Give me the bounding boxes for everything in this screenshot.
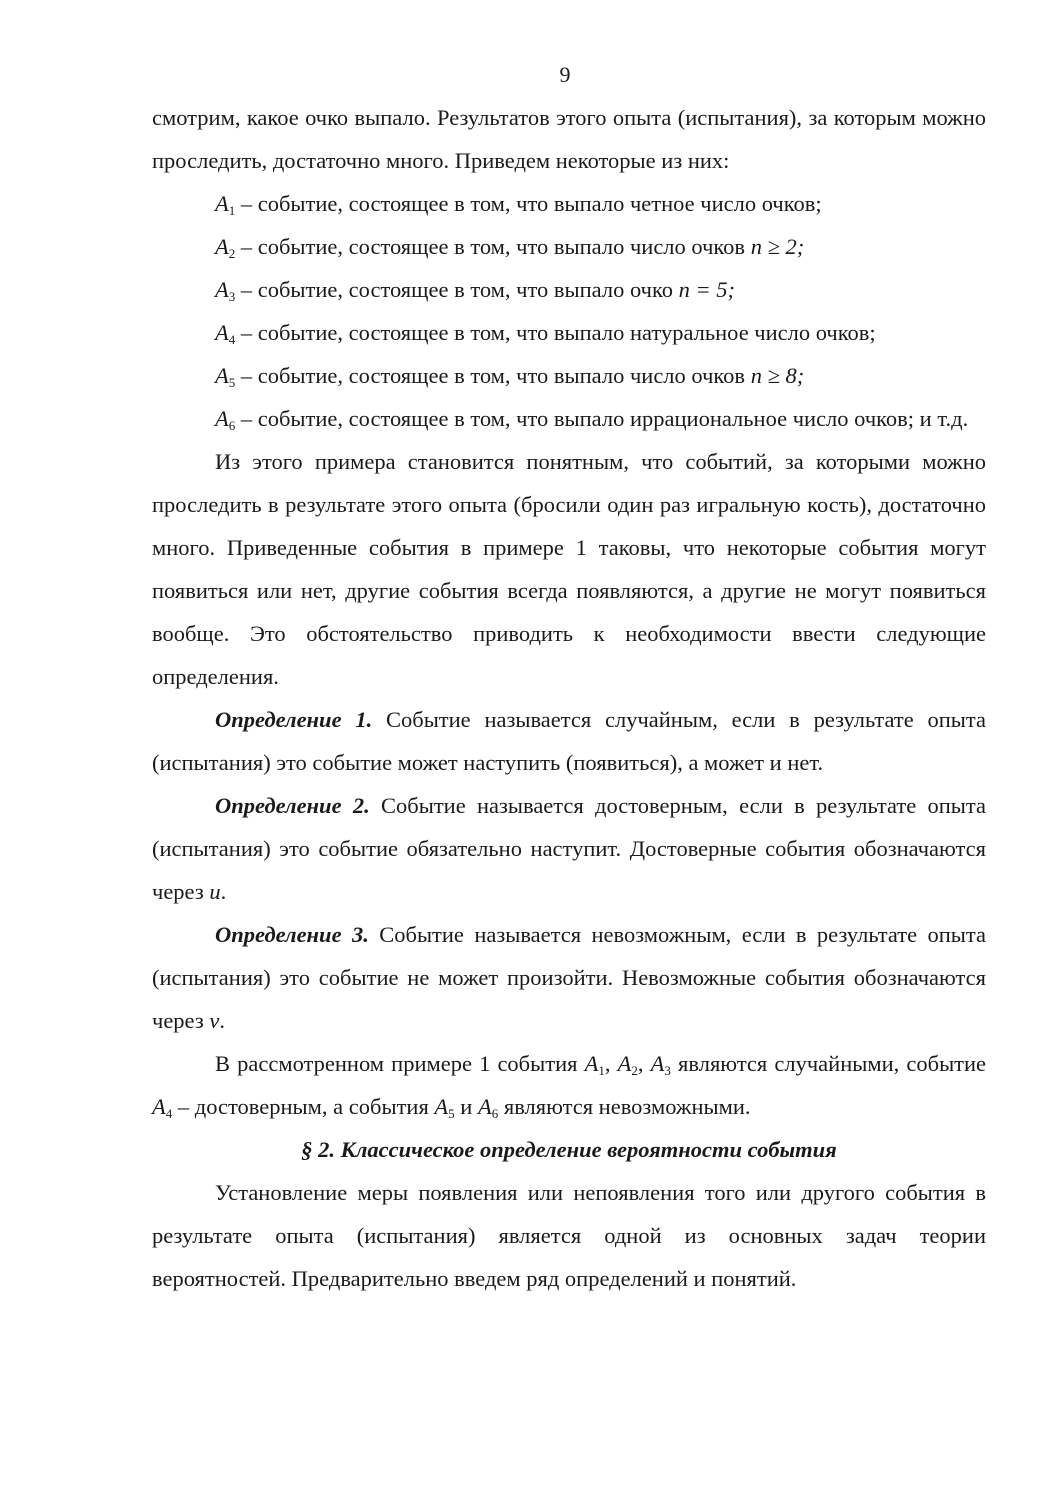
event-item: $A_1$ – событие, состоящее в том, что выпало четное число очков; xyxy=(215,191,822,218)
definition-label: Определение 2. xyxy=(215,793,370,818)
event-symbol: $A_2$ xyxy=(215,234,236,261)
definition-1: Определение 1. Событие называется случайным, если в результате опыта (испытания) это событие может наступить (появиться), а может и нет. xyxy=(152,707,986,775)
event-item: $A_4$ – событие, состоящее в том, что выпало натуральное число очков; xyxy=(215,320,876,347)
intro-paragraph: смотрим, какое очко выпало. Результатов этого опыта (испытания), за которым можно проследить, достаточно много. Приведем некоторые из них: xyxy=(152,105,986,173)
event-item: $A_2$ – событие, состоящее в том, что выпало число очков n ≥ 2; xyxy=(215,234,805,261)
event-symbol: $A_4$ xyxy=(215,320,236,347)
event-item: $A_5$ – событие, состоящее в том, что выпало число очков n ≥ 8; xyxy=(215,363,805,390)
page-content xyxy=(152,96,986,1300)
section-paragraph: Установление меры появления или непоявления того или другого события в результате опыта (испытания) является одной из основных задач теории вероятностей. Предварительно введем ряд определений и понятий. xyxy=(152,1180,986,1291)
event-symbol: $A_1$ xyxy=(215,191,236,218)
definition-label: Определение 3. xyxy=(215,922,369,947)
summary-paragraph: В рассмотренном примере 1 события $A_1$, $A_2$, $A_3$ являются случайными, событие $A_4$ – достоверным, а события $A_5$ и $A_6$ являются невозможными. xyxy=(152,1051,987,1121)
definition-3: Определение 3. Событие называется невозможным, если в результате опыта (испытания) это событие не может произойти. Невозможные события обозначаются через v. xyxy=(152,922,986,1033)
event-symbol: $A_5$ xyxy=(215,363,236,390)
event-item: $A_6$ – событие, состоящее в том, что выпало иррациональное число очков; и т.д. xyxy=(215,406,969,433)
definition-2: Определение 2. Событие называется достоверным, если в результате опыта (испытания) это событие обязательно наступит. Достоверные события обозначаются через u. xyxy=(152,793,986,904)
section-heading: § 2. Классическое определение вероятности события xyxy=(301,1137,837,1162)
example-paragraph: Из этого примера становится понятным, что событий, за которыми можно проследить в результате этого опыта (бросили один раз игральную кость), достаточно много. Приведенные события в примере 1 таковы, что некоторые события могут появиться или нет, другие события всегда появляются, а другие не могут появиться вообще. Это обстоятельство приводить к необходимости ввести следующие определения. xyxy=(152,449,986,689)
page-number: 9 xyxy=(559,62,571,87)
event-symbol: $A_3$ xyxy=(215,277,236,304)
definition-label: Определение 1. xyxy=(215,707,373,732)
event-item: $A_3$ – событие, состоящее в том, что выпало очко n = 5; xyxy=(215,277,736,304)
event-symbol: $A_6$ xyxy=(215,406,236,433)
